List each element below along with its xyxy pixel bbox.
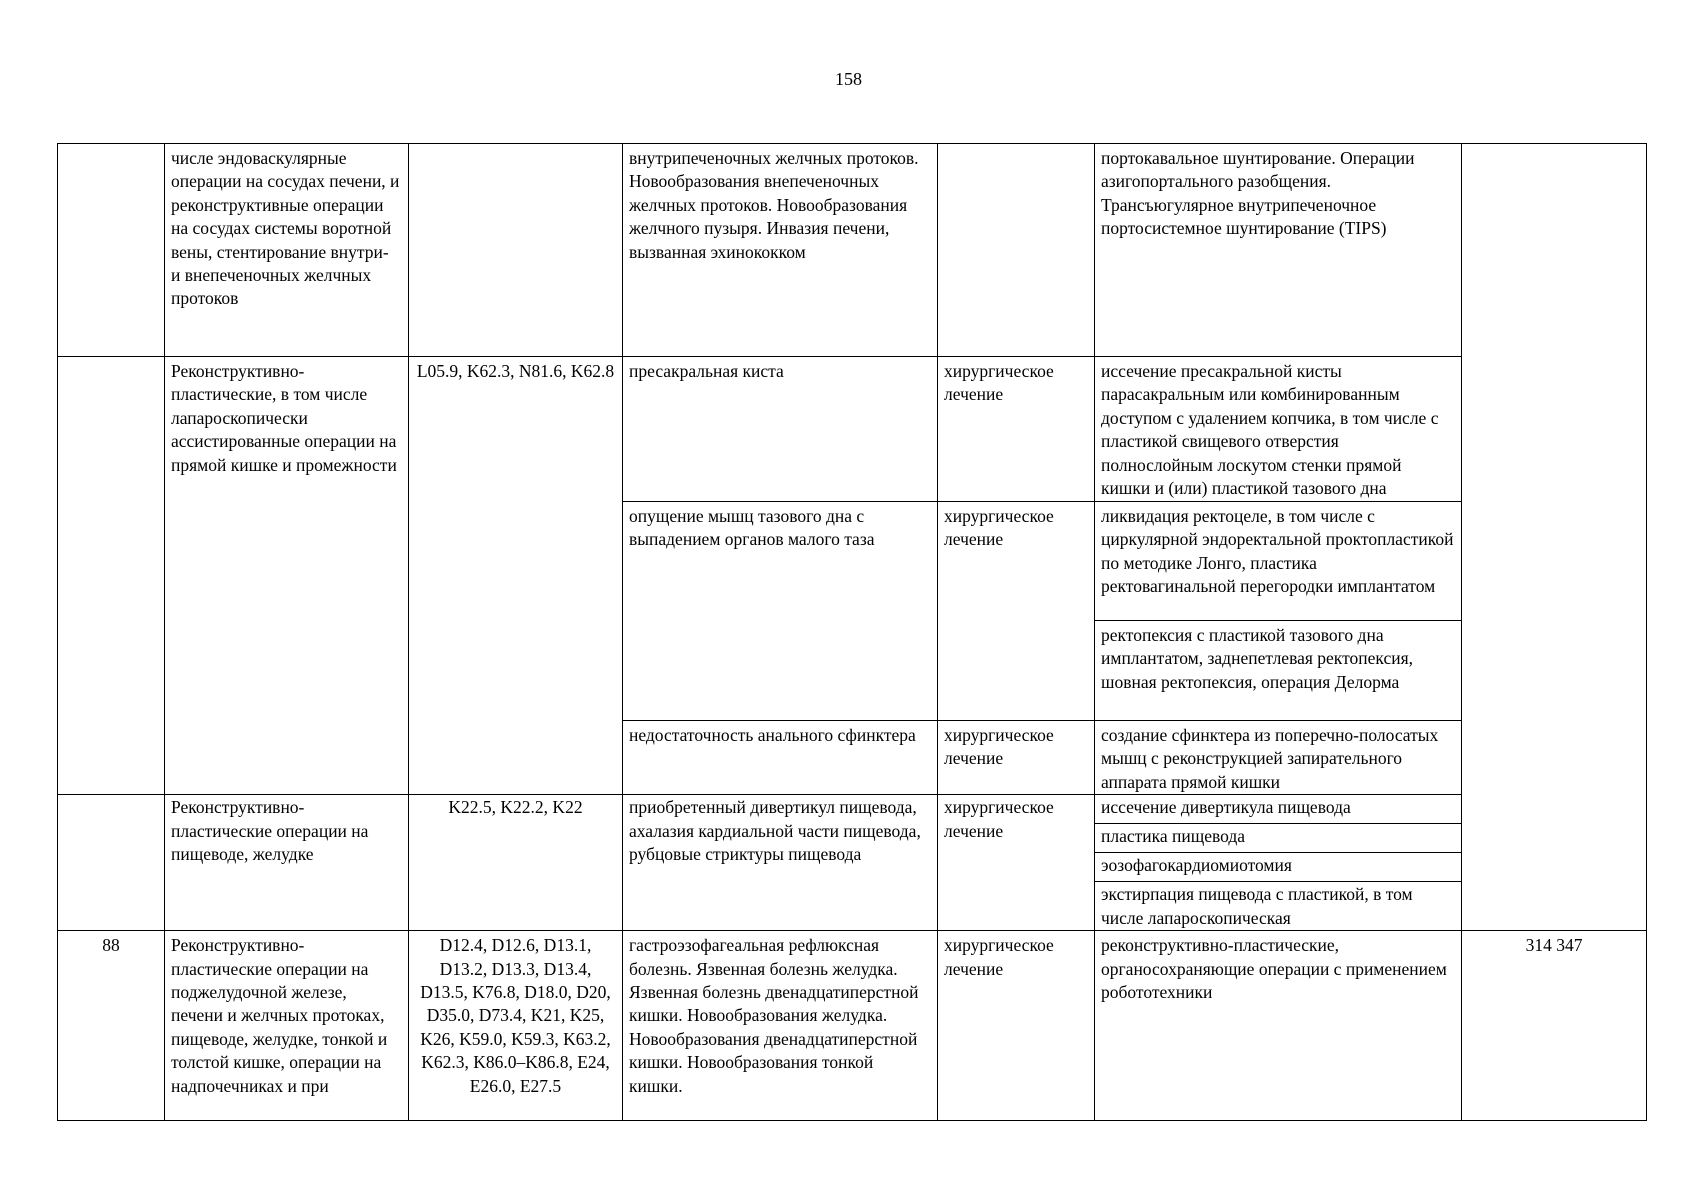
procedure-name-cell: Реконструктивно-пластические операции на пищеводе, желудке <box>165 795 409 931</box>
icd-codes-cell: D12.4, D12.6, D13.1, D13.2, D13.3, D13.4, D13.5, K76.8, D18.0, D20, D35.0, D73.4, K21, K25, K26, K59.0, K59.3, K63.2, K62.3, K86.0–K86.8, E24, E26.0, E27.5 <box>409 931 623 1121</box>
diagnosis-cell: недостаточность анального сфинктера <box>623 721 938 795</box>
page-number: 158 <box>835 69 862 89</box>
treatment-cell: хирургическое лечение <box>938 721 1095 795</box>
method-cell: ректопексия с пластикой тазового дна имплантатом, заднепетлевая ректопексия, шовная ректопексия, операция Делорма <box>1095 621 1462 721</box>
row-number-cell <box>58 795 165 931</box>
icd-codes-cell: K22.5, K22.2, K22 <box>409 795 623 931</box>
procedure-name-cell: Реконструктивно-пластические операции на поджелудочной железе, печени и желчных протоках, пищеводе, желудке, тонкой и толстой кишке, операции на надпочечниках и при <box>165 931 409 1121</box>
method-cell: создание сфинктера из поперечно-полосатых мышц с реконструкцией запирательного аппарата прямой кишки <box>1095 721 1462 795</box>
procedure-name-cell: Реконструктивно-пластические, в том числе лапароскопически ассистированные операции на прямой кишке и промежности <box>165 357 409 795</box>
icd-codes-cell: L05.9, K62.3, N81.6, K62.8 <box>409 357 623 795</box>
cost-cell <box>1462 144 1647 931</box>
treatment-cell: хирургическое лечение <box>938 502 1095 721</box>
method-cell: иссечение дивертикула пищевода <box>1095 795 1462 824</box>
method-cell: портокавальное шунтирование. Операции азигопортального разобщения. Трансъюгулярное внутрипеченочное портосистемное шунтирование (TIPS) <box>1095 144 1462 357</box>
diagnosis-cell: гастроэзофагеальная рефлюксная болезнь. Язвенная болезнь желудка. Язвенная болезнь двенадцатиперстной кишки. Новообразования желудка. Новообразования двенадцатиперстной кишки. Новообразования тонкой кишки. <box>623 931 938 1121</box>
method-cell: ликвидация ректоцеле, в том числе с циркулярной эндоректальной проктопластикой по методике Лонго, пластика ректовагинальной перегородки имплантатом <box>1095 502 1462 621</box>
cost-cell: 314 347 <box>1462 931 1647 1121</box>
table-row <box>58 144 1647 357</box>
method-cell: иссечение пресакральной кисты парасакральным или комбинированным доступом с удалением копчика, в том числе с пластикой свищевого отверстия полнослойным лоскутом стенки прямой кишки и (или) пластикой тазового дна <box>1095 357 1462 502</box>
method-cell: эозофагокардиомиотомия <box>1095 853 1462 882</box>
row-number-cell <box>58 357 165 795</box>
table-row <box>58 795 1647 824</box>
method-cell: пластика пищевода <box>1095 824 1462 853</box>
icd-codes-cell <box>409 144 623 357</box>
treatment-cell: хирургическое лечение <box>938 931 1095 1121</box>
diagnosis-cell: пресакральная киста <box>623 357 938 502</box>
diagnosis-cell: опущение мышц тазового дна с выпадением органов малого таза <box>623 502 938 721</box>
row-number-cell: 88 <box>58 931 165 1121</box>
method-cell: экстирпация пищевода с пластикой, в том числе лапароскопическая <box>1095 882 1462 931</box>
medical-procedures-table <box>57 143 1647 1121</box>
table-row <box>58 931 1647 1121</box>
treatment-cell: хирургическое лечение <box>938 357 1095 502</box>
table-row <box>58 357 1647 502</box>
diagnosis-cell: приобретенный дивертикул пищевода, ахалазия кардиальной части пищевода, рубцовые стриктуры пищевода <box>623 795 938 931</box>
procedure-name-cell: числе эндоваскулярные операции на сосудах печени, и реконструктивные операции на сосудах системы воротной вены, стентирование внутри- и внепеченочных желчных протоков <box>165 144 409 357</box>
row-number-cell <box>58 144 165 357</box>
diagnosis-cell: внутрипеченочных желчных протоков. Новообразования внепеченочных желчных протоков. Новообразования желчного пузыря. Инвазия печени, вызванная эхинококком <box>623 144 938 357</box>
method-cell: реконструктивно-пластические, органосохраняющие операции с применением робототехники <box>1095 931 1462 1121</box>
treatment-cell: хирургическое лечение <box>938 795 1095 931</box>
treatment-cell <box>938 144 1095 357</box>
